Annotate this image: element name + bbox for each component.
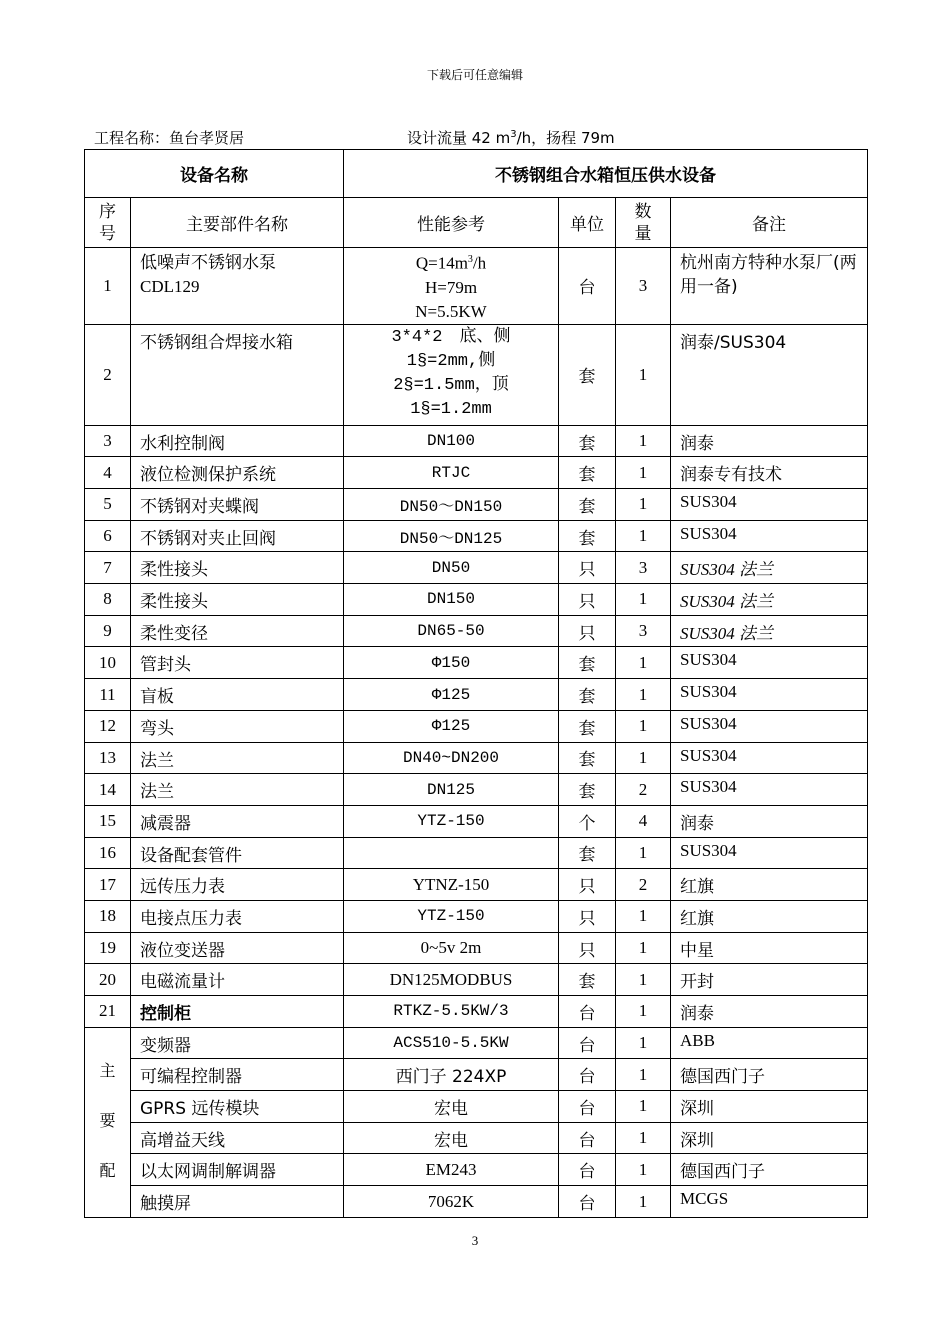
row-seq: 6 [85,520,131,552]
sub-row-perf: 7062K [344,1186,559,1218]
row-qty: 3 [616,615,671,647]
row-qty: 2 [616,774,671,806]
row-note: 润泰 [671,805,868,837]
sub-row [85,1027,868,1059]
row2-perf [344,324,559,425]
row-note: SUS304 法兰 [671,584,868,616]
row-unit: 只 [559,552,616,584]
row-perf: RTKZ-5.5KW/3 [344,996,559,1028]
row-perf: Φ125 [344,710,559,742]
sub-row-perf: 宏电 [344,1122,559,1154]
table-title-row [85,150,868,198]
table-row [85,615,868,647]
row-note: SUS304 [671,742,868,774]
row-seq: 12 [85,710,131,742]
row-seq: 7 [85,552,131,584]
row-perf: DN65-50 [344,615,559,647]
row-note: SUS304 [671,679,868,711]
group-label-char: 主 [99,1060,116,1080]
row-name: 柔性接头 [131,584,344,616]
table-row [85,996,868,1028]
table-row [85,520,868,552]
row-seq: 19 [85,932,131,964]
row1-qty: 3 [616,248,671,325]
row-seq: 16 [85,837,131,869]
row-qty: 1 [616,457,671,489]
row-seq: 5 [85,489,131,521]
row-perf: DN100 [344,425,559,457]
sub-row-qty: 1 [616,1122,671,1154]
row-unit: 套 [559,425,616,457]
sub-row-qty: 1 [616,1186,671,1218]
table-row [85,710,868,742]
sub-row-name: 高增益天线 [131,1122,344,1154]
row1-perf-q-sup: 3 [467,254,473,265]
row-seq: 8 [85,584,131,616]
row1-note: 杭州南方特种水泵厂(两用一备) [671,248,868,325]
row-perf: YTNZ-150 [344,869,559,901]
table-row [85,425,868,457]
sub-row-perf: 宏电 [344,1091,559,1123]
row-qty: 1 [616,679,671,711]
row-qty: 1 [616,900,671,932]
row-perf: RTJC [344,457,559,489]
row-name: 法兰 [131,774,344,806]
project-name: 工程名称：鱼台孝贤居 [94,129,245,147]
row-qty: 1 [616,742,671,774]
row-name: 液位变送器 [131,932,344,964]
row-unit: 只 [559,900,616,932]
row-note: 润泰 [671,425,868,457]
sub-row-note: 德国西门子 [671,1059,868,1091]
row-perf: YTZ-150 [344,900,559,932]
row-qty: 1 [616,425,671,457]
row-seq: 3 [85,425,131,457]
sub-row-note: MCGS [671,1186,868,1218]
row-unit: 个 [559,805,616,837]
row-perf: 0~5v 2m [344,932,559,964]
sub-row-qty: 1 [616,1059,671,1091]
row-seq: 14 [85,774,131,806]
sub-row-name: 可编程控制器 [131,1059,344,1091]
col-unit-header: 单位 [559,198,616,248]
sub-row-note: 德国西门子 [671,1154,868,1186]
table-row [85,679,868,711]
sub-row-qty: 1 [616,1154,671,1186]
sub-row-perf: ACS510-5.5KW [344,1027,559,1059]
row2-perf-3: 2§=1.5mm，顶 [393,375,509,395]
row-qty: 3 [616,552,671,584]
row-name: 控制柜 [131,996,344,1028]
row-perf: DN125MODBUS [344,964,559,996]
sub-row-note: 深圳 [671,1122,868,1154]
sub-row-name: 触摸屏 [131,1186,344,1218]
sub-row-note: 深圳 [671,1091,868,1123]
table-row [85,869,868,901]
row-seq: 21 [85,996,131,1028]
group-label [85,1027,131,1217]
simple-rows [85,425,868,1027]
row-unit: 只 [559,932,616,964]
group-label-char: 配 [99,1160,116,1180]
device-name-value: 不锈钢组合水箱恒压供水设备 [344,150,868,198]
row-note: SUS304 法兰 [671,615,868,647]
row-note: 中星 [671,932,868,964]
col-seq-2: 号 [99,223,116,244]
sub-row-unit: 台 [559,1027,616,1059]
sub-row-name: GPRS 远传模块 [131,1091,344,1123]
sub-row-name: 以太网调制解调器 [131,1154,344,1186]
sub-row-perf: 西门子 224XP [344,1059,559,1091]
row-note: SUS304 [671,774,868,806]
row-name: 盲板 [131,679,344,711]
row-seq: 11 [85,679,131,711]
row-qty: 1 [616,647,671,679]
sub-row-unit: 台 [559,1154,616,1186]
header-note: 下载后可任意编辑 [426,68,523,82]
sub-row-perf: EM243 [344,1154,559,1186]
table-header-row [85,198,868,248]
page-number: 3 [471,1233,479,1248]
row-perf: DN50～DN125 [344,520,559,552]
row1-perf [344,248,559,325]
row-note: SUS304 法兰 [671,552,868,584]
row-note: 红旗 [671,900,868,932]
row2-perf-4: 1§=1.2mm [410,399,492,419]
row-name: 水利控制阀 [131,425,344,457]
sub-row-qty: 1 [616,1091,671,1123]
row-note: 红旗 [671,869,868,901]
table-row [85,805,868,837]
row1-unit: 台 [559,248,616,325]
row-qty: 1 [616,932,671,964]
row-note: SUS304 [671,520,868,552]
row-note: SUS304 [671,710,868,742]
row-perf: DN150 [344,584,559,616]
row-qty: 1 [616,489,671,521]
col-note-header: 备注 [671,198,868,248]
row-seq: 18 [85,900,131,932]
row-name: 管封头 [131,647,344,679]
row-perf: YTZ-150 [344,805,559,837]
design-flow [407,127,615,148]
table-row [85,900,868,932]
row2-perf-2: 1§=2mm,侧 [406,351,496,371]
row-name: 弯头 [131,710,344,742]
row-qty: 1 [616,710,671,742]
row-unit: 只 [559,584,616,616]
row2-perf-1: 3*4*2 底、侧 [391,327,511,347]
flow-prefix: 设计流量 42 m [407,129,511,147]
row-name: 电接点压力表 [131,900,344,932]
col-qty-header [616,198,671,248]
row-qty: 1 [616,584,671,616]
table-row [85,457,868,489]
row-unit: 套 [559,710,616,742]
sub-row-unit: 台 [559,1122,616,1154]
row2-unit: 套 [559,324,616,425]
row-perf: DN50～DN150 [344,489,559,521]
row-unit: 套 [559,679,616,711]
col-perf-header: 性能参考 [344,198,559,248]
sub-row [85,1122,868,1154]
row-qty: 1 [616,996,671,1028]
row-unit: 套 [559,964,616,996]
row-name: 电磁流量计 [131,964,344,996]
sub-row-unit: 台 [559,1186,616,1218]
row1-perf-q-post: /h [472,253,487,273]
sub-row-name: 变频器 [131,1027,344,1059]
row-note: 开封 [671,964,868,996]
row-seq: 17 [85,869,131,901]
table-row [85,584,868,616]
row-unit: 只 [559,615,616,647]
row-name: 液位检测保护系统 [131,457,344,489]
row-perf: DN40~DN200 [344,742,559,774]
row1-perf-n: N=5.5KW [415,301,487,321]
row1-name-1: 低噪声不锈钢水泵 [140,253,276,273]
sub-row [85,1091,868,1123]
row1-seq: 1 [85,248,131,325]
row-note: 润泰 [671,996,868,1028]
row-perf: DN125 [344,774,559,806]
row-seq: 9 [85,615,131,647]
row-unit: 套 [559,742,616,774]
table-row [85,837,868,869]
row-seq: 20 [85,964,131,996]
row-unit: 套 [559,774,616,806]
table-row [85,248,868,325]
row2-qty: 1 [616,324,671,425]
row-name: 设备配套管件 [131,837,344,869]
table-row [85,324,868,425]
table-row [85,552,868,584]
row-qty: 2 [616,869,671,901]
row1-perf-h: H=79m [424,277,478,297]
table-row [85,742,868,774]
row-unit: 只 [559,869,616,901]
flow-sup: 3 [510,129,517,140]
row-seq: 10 [85,647,131,679]
row-unit: 套 [559,837,616,869]
row-unit: 台 [559,996,616,1028]
row-note: SUS304 [671,647,868,679]
row-name: 减震器 [131,805,344,837]
equipment-table [84,149,868,1218]
row-name: 法兰 [131,742,344,774]
row2-note: 润泰/SUS304 [671,324,868,425]
col-qty-2: 量 [634,223,652,244]
sub-row-qty: 1 [616,1027,671,1059]
row-unit: 套 [559,520,616,552]
row-seq: 15 [85,805,131,837]
row-note: SUS304 [671,489,868,521]
table-row [85,647,868,679]
row-name: 不锈钢对夹蝶阀 [131,489,344,521]
row-perf: Φ150 [344,647,559,679]
sub-row [85,1059,868,1091]
row-name: 柔性变径 [131,615,344,647]
sub-row-unit: 台 [559,1059,616,1091]
group-label-char: 要 [99,1110,116,1130]
row-name: 远传压力表 [131,869,344,901]
row-seq: 4 [85,457,131,489]
row-qty: 1 [616,520,671,552]
row1-name [131,248,344,325]
row-note: 润泰专有技术 [671,457,868,489]
row-name: 柔性接头 [131,552,344,584]
sub-row [85,1154,868,1186]
row-note: SUS304 [671,837,868,869]
flow-suffix: /h，扬程 79m [516,129,615,147]
row-qty: 1 [616,837,671,869]
row-unit: 套 [559,457,616,489]
sub-row-unit: 台 [559,1091,616,1123]
row-perf: DN50 [344,552,559,584]
row1-name-2: CDL129 [140,277,200,296]
col-qty-1: 数 [634,201,652,222]
col-seq-1: 序 [99,201,116,222]
sub-row [85,1186,868,1218]
col-seq-header [85,198,131,248]
col-part-header: 主要部件名称 [131,198,344,248]
row2-name: 不锈钢组合焊接水箱 [131,324,344,425]
row-qty: 4 [616,805,671,837]
row-unit: 套 [559,647,616,679]
row-seq: 13 [85,742,131,774]
row1-perf-q-pre: Q=14m [415,253,468,273]
row-unit: 套 [559,489,616,521]
table-row [85,932,868,964]
table-row [85,964,868,996]
table-row [85,774,868,806]
row-qty: 1 [616,964,671,996]
row-perf [344,837,559,869]
device-name-label: 设备名称 [85,150,344,198]
row-name: 不锈钢对夹止回阀 [131,520,344,552]
table-row [85,489,868,521]
sub-rows [85,1027,868,1217]
row2-seq: 2 [85,324,131,425]
sub-row-note: ABB [671,1027,868,1059]
row-perf: Φ125 [344,679,559,711]
